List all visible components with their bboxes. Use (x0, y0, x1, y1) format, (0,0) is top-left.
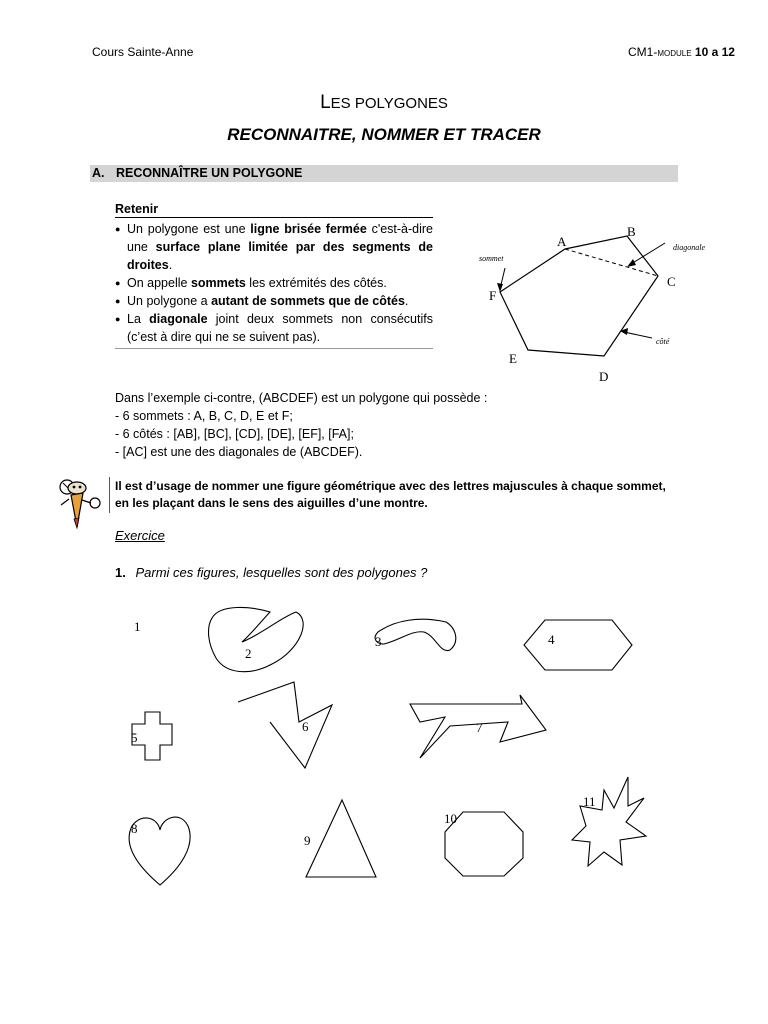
section-a-number: A. (92, 166, 105, 180)
tip-line: en les plaçant dans le sens des aiguilles d’une montre. (115, 496, 428, 510)
shape-number-11: 11 (583, 794, 596, 809)
example-intro: Dans l’exemple ci-contre, (ABCDEF) est un polygone qui possède : (115, 391, 488, 405)
example-text (115, 389, 565, 461)
question-number: 1. (115, 565, 126, 580)
shape-number-8: 8 (131, 821, 138, 836)
retenir-item: ● Un polygone est une ligne brisée fermée c'est-à-dire une surface plane limitée par des segments de droites. (115, 220, 433, 274)
diagonale-arrow (631, 243, 665, 264)
shape-number-3: 3 (375, 634, 382, 649)
shapes-figure (0, 590, 768, 910)
page-subtitle: RECONNAITRE, NOMMER ET TRACER (227, 125, 541, 144)
label-c: C (667, 274, 676, 289)
pencil-mascot-icon (55, 475, 107, 533)
cote-arrow (624, 332, 652, 338)
diagonal-line (565, 249, 658, 276)
shape-3-swoosh (375, 619, 456, 650)
label-e: E (509, 351, 517, 366)
example-line: - 6 côtés : [AB], [BC], [CD], [DE], [EF], [FA]; (115, 427, 354, 441)
retenir-heading: Retenir (115, 202, 433, 218)
cote-arrowhead (620, 328, 628, 335)
shape-5-cross (132, 712, 172, 760)
shape-8-heart (129, 817, 190, 885)
diagonale-arrowhead (627, 259, 636, 267)
section-a-bar (90, 165, 678, 182)
title-rest: ES POLYGONES (330, 95, 448, 112)
shape-11-star (572, 777, 646, 866)
label-diagonale: diagonale (673, 243, 705, 252)
polygon-abcdef-figure (470, 215, 730, 390)
shape-number-4: 4 (548, 632, 555, 647)
retenir-item: ● Un polygone a autant de sommets que de côtés. (115, 292, 433, 310)
header-module: module (657, 47, 692, 59)
shape-4-hexagon (524, 620, 632, 670)
example-line: - 6 sommets : A, B, C, D, E et F; (115, 409, 293, 423)
shape-number-5: 5 (131, 730, 138, 745)
question-1 (115, 565, 427, 580)
example-line: - [AC] est une des diagonales de (ABCDEF). (115, 445, 363, 459)
shape-6-zigzag (238, 682, 332, 768)
hexagon-shape (500, 236, 658, 356)
shape-number-7: 7 (476, 720, 483, 735)
label-cote: côté (656, 337, 670, 346)
label-b: B (627, 224, 636, 239)
tip-text (115, 478, 715, 512)
exercice-title: Exercice (115, 528, 165, 543)
header-left: Cours Sainte-Anne (92, 45, 194, 59)
header-right (628, 45, 735, 59)
title-first-letter: L (320, 92, 331, 113)
header-range: 10 a 12 (694, 45, 735, 59)
tip-line: Il est d’usage de nommer une figure géométrique avec des lettres majuscules à chaque sommet, (115, 479, 666, 493)
retenir-box (115, 220, 433, 349)
tip-divider (109, 477, 110, 513)
shape-number-2: 2 (245, 646, 252, 661)
shape-2-blob (209, 607, 304, 671)
label-f: F (489, 288, 497, 303)
label-d: D (599, 369, 609, 384)
label-sommet: sommet (479, 254, 504, 263)
shape-9-triangle (306, 800, 376, 877)
retenir-item: ● La diagonale joint deux sommets non consécutifs (c’est à dire qui ne se suivent pas). (115, 310, 433, 346)
section-a-label: RECONNAÎTRE UN POLYGONE (115, 166, 303, 180)
shape-number-1: 1 (134, 619, 141, 634)
page-title (0, 92, 768, 114)
shape-number-9: 9 (304, 833, 311, 848)
question-text: Parmi ces figures, lesquelles sont des polygones ? (135, 565, 428, 580)
shape-number-10: 10 (444, 811, 457, 826)
label-a: A (557, 234, 567, 249)
shape-number-6: 6 (302, 719, 309, 734)
retenir-item: ● On appelle sommets les extrémités des côtés. (115, 274, 433, 292)
header-prefix: CM1- (628, 45, 658, 59)
